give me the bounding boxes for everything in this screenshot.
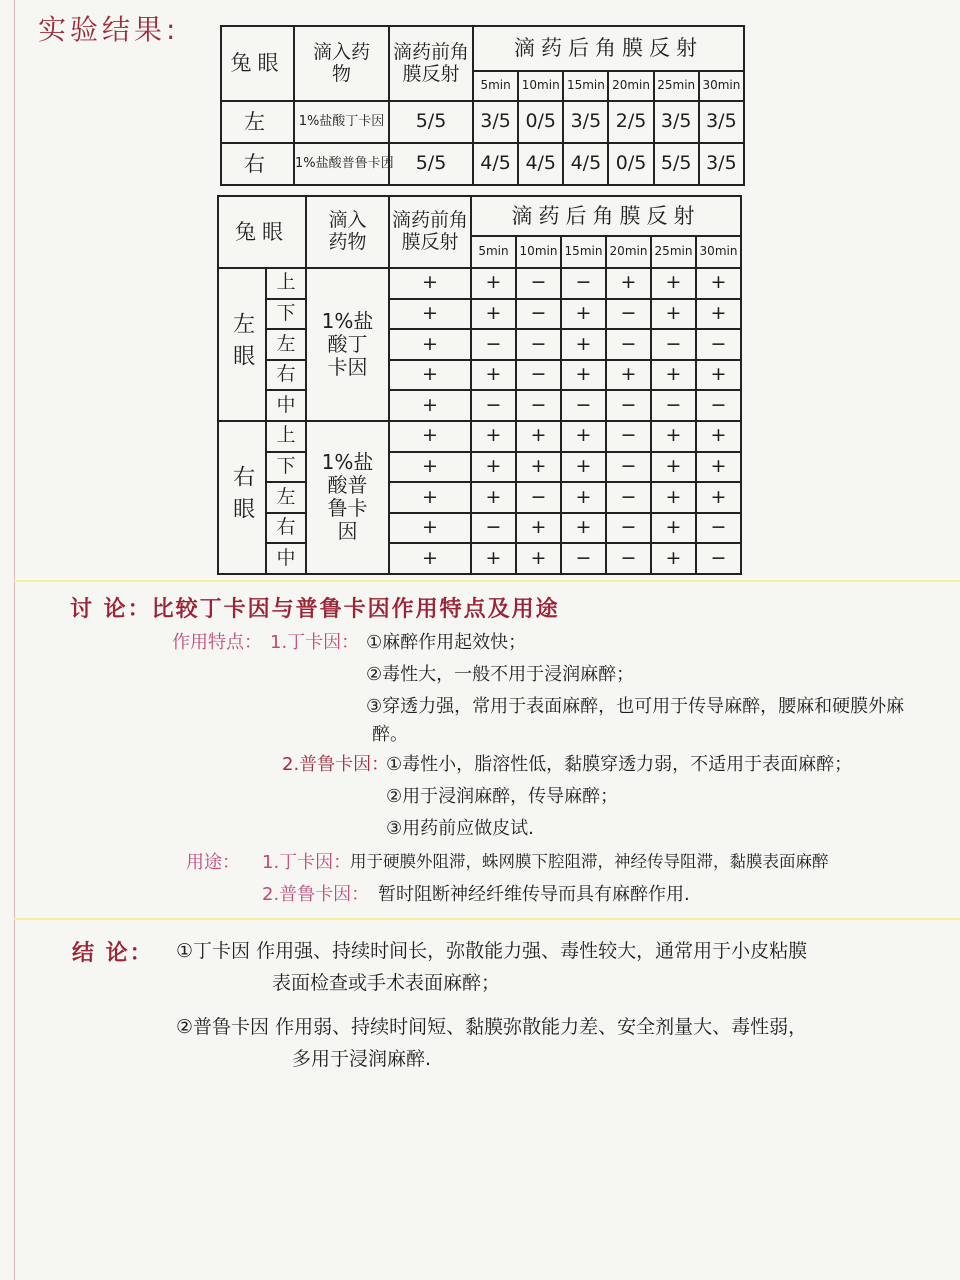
tetracaine-label: 1.丁卡因：	[270, 632, 360, 653]
after-cell: +	[651, 421, 696, 452]
position-cell: 下	[266, 452, 306, 483]
uses-tetracaine: 用于硬膜外阻滞，蛛网膜下腔阻滞，神经传导阻滞，黏膜表面麻醉	[350, 852, 829, 871]
after-cell: −	[651, 390, 696, 421]
drug-cell: 1%盐酸普鲁卡因	[306, 421, 389, 574]
time-header: 30min	[699, 71, 744, 101]
after-cell: +	[561, 299, 606, 330]
after-cell: −	[471, 329, 516, 360]
conclusion-line: 多用于浸润麻醉.	[292, 1048, 432, 1070]
before-cell: 5/5	[389, 101, 473, 143]
conclusion-label: 结 论：	[72, 941, 154, 966]
time-header: 30min	[696, 236, 741, 268]
after-cell: −	[696, 513, 741, 544]
procaine-point: ①毒性小，脂溶性低，黏膜穿透力弱，不适用于表面麻醉；	[386, 754, 853, 775]
after-cell: +	[606, 360, 651, 391]
after-cell: 3/5	[699, 143, 744, 185]
table-row	[218, 421, 741, 452]
time-header: 25min	[651, 236, 696, 268]
table-row	[218, 482, 741, 513]
after-cell: +	[651, 482, 696, 513]
after-cell: +	[696, 421, 741, 452]
before-cell: +	[389, 452, 471, 483]
before-cell: 5/5	[389, 143, 473, 185]
tetracaine-point: 醉。	[372, 724, 408, 745]
section-divider	[14, 580, 960, 582]
position-cell: 中	[266, 543, 306, 574]
position-cell: 右	[266, 360, 306, 391]
after-cell: +	[471, 268, 516, 299]
table-row	[218, 543, 741, 574]
after-cell: −	[516, 268, 561, 299]
time-header: 5min	[473, 71, 518, 101]
after-cell: +	[516, 452, 561, 483]
position-cell: 下	[266, 299, 306, 330]
after-cell: 3/5	[563, 101, 608, 143]
header-drug: 滴入药物	[294, 26, 389, 101]
time-header: 15min	[563, 71, 608, 101]
table-row	[221, 143, 744, 185]
after-cell: −	[516, 482, 561, 513]
time-header: 20min	[608, 71, 653, 101]
after-cell: 4/5	[518, 143, 563, 185]
before-cell: +	[389, 329, 471, 360]
after-cell: +	[606, 268, 651, 299]
table-row	[218, 329, 741, 360]
position-cell: 左	[266, 329, 306, 360]
after-cell: 2/5	[608, 101, 653, 143]
detail-table	[217, 195, 742, 575]
table-row	[221, 101, 744, 143]
table-row	[218, 452, 741, 483]
after-cell: −	[606, 421, 651, 452]
section-divider	[14, 918, 960, 920]
after-cell: −	[516, 360, 561, 391]
after-cell: +	[696, 452, 741, 483]
conclusion-line: ①丁卡因 作用强、持续时间长，弥散能力强、毒性较大，通常用于小皮粘膜	[176, 940, 808, 962]
after-cell: +	[651, 543, 696, 574]
after-cell: −	[606, 543, 651, 574]
after-cell: +	[471, 452, 516, 483]
after-cell: −	[696, 543, 741, 574]
after-cell: 5/5	[654, 143, 699, 185]
before-cell: +	[389, 482, 471, 513]
table-row	[218, 513, 741, 544]
table-row	[218, 268, 741, 299]
before-cell: +	[389, 543, 471, 574]
discussion-heading: 讨 论：比较丁卡因与普鲁卡因作用特点及用途	[70, 597, 560, 622]
after-cell: −	[561, 543, 606, 574]
after-cell: +	[696, 268, 741, 299]
after-cell: 4/5	[563, 143, 608, 185]
after-cell: 0/5	[518, 101, 563, 143]
header-after: 滴药后角膜反射	[473, 26, 744, 71]
before-cell: +	[389, 421, 471, 452]
after-cell: +	[471, 421, 516, 452]
eye-cell: 左眼	[218, 268, 266, 421]
after-cell: +	[516, 421, 561, 452]
tetracaine-point: ③穿透力强，常用于表面麻醉，也可用于传导麻醉，腰麻和硬膜外麻	[366, 696, 905, 717]
table-row	[218, 360, 741, 391]
after-cell: −	[561, 390, 606, 421]
time-header: 25min	[654, 71, 699, 101]
time-header: 5min	[471, 236, 516, 268]
before-cell: +	[389, 299, 471, 330]
eye-cell: 左	[221, 101, 294, 143]
procaine-point: ③用药前应做皮试.	[386, 818, 534, 839]
time-header: 10min	[516, 236, 561, 268]
position-cell: 上	[266, 268, 306, 299]
eye-cell: 右	[221, 143, 294, 185]
after-cell: 4/5	[473, 143, 518, 185]
time-header: 10min	[518, 71, 563, 101]
features-label: 作用特点：	[172, 632, 262, 653]
uses-label: 用途：	[186, 852, 240, 873]
after-cell: +	[651, 299, 696, 330]
after-cell: +	[651, 268, 696, 299]
after-cell: −	[606, 299, 651, 330]
after-cell: −	[516, 299, 561, 330]
uses-tetracaine-label: 1.丁卡因：	[262, 852, 352, 873]
after-cell: −	[516, 390, 561, 421]
drug-cell: 1%盐酸普鲁卡因	[294, 143, 389, 185]
after-cell: −	[606, 390, 651, 421]
after-cell: +	[561, 482, 606, 513]
after-cell: −	[471, 513, 516, 544]
after-cell: 3/5	[699, 101, 744, 143]
after-cell: −	[471, 390, 516, 421]
after-cell: +	[561, 452, 606, 483]
after-cell: +	[516, 513, 561, 544]
header-before: 滴药前角膜反射	[389, 26, 473, 101]
before-cell: +	[389, 390, 471, 421]
time-header: 15min	[561, 236, 606, 268]
after-cell: −	[606, 513, 651, 544]
after-cell: +	[561, 513, 606, 544]
position-cell: 中	[266, 390, 306, 421]
after-cell: +	[696, 360, 741, 391]
before-cell: +	[389, 513, 471, 544]
after-cell: −	[606, 329, 651, 360]
after-cell: +	[696, 482, 741, 513]
after-cell: −	[696, 390, 741, 421]
position-cell: 上	[266, 421, 306, 452]
table-row	[218, 390, 741, 421]
after-cell: +	[651, 452, 696, 483]
after-cell: −	[651, 329, 696, 360]
position-cell: 右	[266, 513, 306, 544]
after-cell: +	[651, 360, 696, 391]
after-cell: −	[696, 329, 741, 360]
summary-table	[220, 25, 745, 186]
after-cell: +	[651, 513, 696, 544]
conclusion-line: ②普鲁卡因 作用弱、持续时间短、黏膜弥散能力差、安全剂量大、毒性弱，	[176, 1016, 808, 1038]
after-cell: −	[606, 452, 651, 483]
time-header: 20min	[606, 236, 651, 268]
procaine-label: 2.普鲁卡因：	[282, 754, 390, 775]
after-cell: +	[561, 360, 606, 391]
after-cell: +	[471, 482, 516, 513]
header-drug: 滴入药物	[306, 196, 389, 268]
after-cell: +	[696, 299, 741, 330]
after-cell: −	[561, 268, 606, 299]
after-cell: +	[471, 543, 516, 574]
uses-procaine: 暂时阻断神经纤维传导而具有麻醉作用.	[378, 884, 690, 905]
before-cell: +	[389, 268, 471, 299]
after-cell: +	[561, 329, 606, 360]
after-cell: 3/5	[654, 101, 699, 143]
header-after: 滴药后角膜反射	[471, 196, 741, 236]
drug-cell: 1%盐酸丁卡因	[294, 101, 389, 143]
after-cell: 0/5	[608, 143, 653, 185]
after-cell: +	[561, 421, 606, 452]
eye-cell: 右眼	[218, 421, 266, 574]
header-eye: 兔眼	[221, 26, 294, 101]
table-row	[218, 299, 741, 330]
header-eye: 兔眼	[218, 196, 306, 268]
results-title: 实验结果:	[38, 13, 180, 46]
before-cell: +	[389, 360, 471, 391]
uses-procaine-label: 2.普鲁卡因：	[262, 884, 370, 905]
drug-cell: 1%盐酸丁卡因	[306, 268, 389, 421]
tetracaine-point: ②毒性大，一般不用于浸润麻醉；	[366, 664, 635, 685]
page-margin-line	[14, 0, 15, 1280]
header-before: 滴药前角膜反射	[389, 196, 471, 268]
after-cell: +	[471, 299, 516, 330]
after-cell: +	[471, 360, 516, 391]
procaine-point: ②用于浸润麻醉，传导麻醉；	[386, 786, 619, 807]
after-cell: −	[516, 329, 561, 360]
tetracaine-point: ①麻醉作用起效快；	[366, 632, 527, 653]
conclusion-line: 表面检查或手术表面麻醉；	[272, 972, 501, 994]
after-cell: +	[516, 543, 561, 574]
after-cell: −	[606, 482, 651, 513]
position-cell: 左	[266, 482, 306, 513]
after-cell: 3/5	[473, 101, 518, 143]
